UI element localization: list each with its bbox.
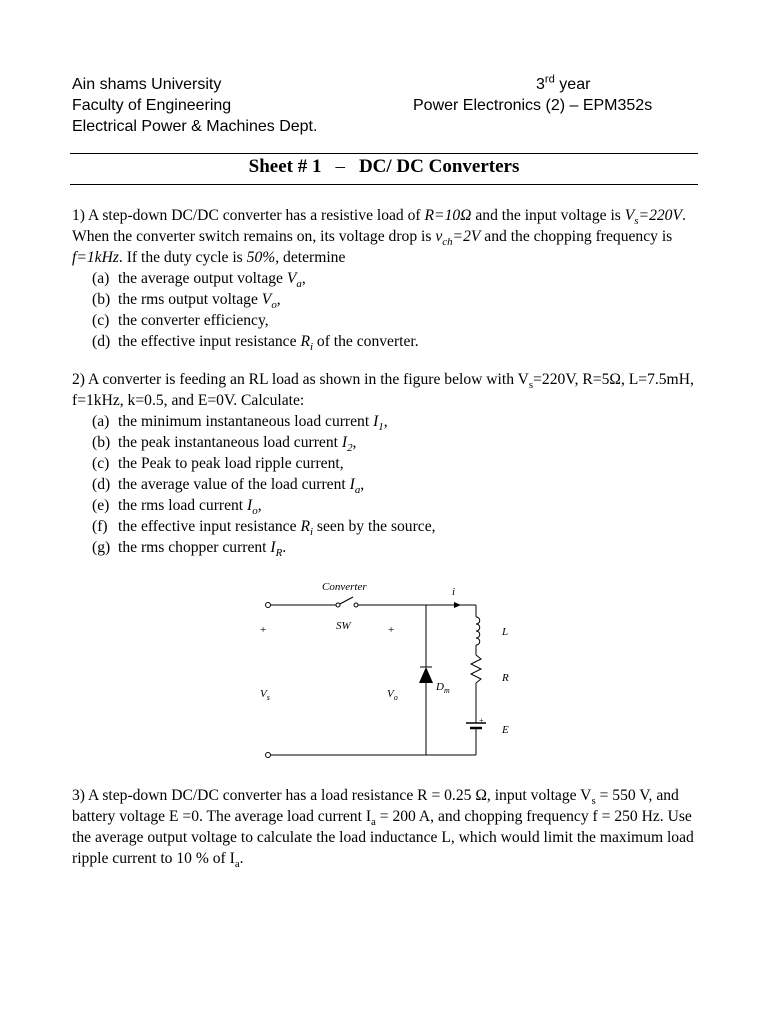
- switch-blade: [338, 597, 353, 605]
- list-item: (b) the peak instantaneous load current $I_2$,: [92, 434, 357, 455]
- resistor-label: R: [502, 672, 509, 684]
- current-label: i: [452, 586, 456, 598]
- problem-1-statement: 1) A step-down DC/DC converter has a resistive load of R=10Ω and the input voltage is $V_s=220V$. When the converter switch remains on, its voltage drop is $v_{ch}=2V$ and the chopping frequency is f=1kHz. If the duty cycle is 50%, determine: [72, 207, 686, 266]
- list-item: (b) the rms output voltage $V_o$,: [92, 291, 281, 312]
- list-item: (d) the effective input resistance $R_i$ of the converter.: [92, 333, 419, 354]
- divider-bottom: [70, 184, 698, 185]
- problem-1: [72, 205, 696, 352]
- problem-3: [72, 785, 696, 869]
- course-block: [413, 74, 652, 116]
- diode-triangle: [419, 667, 433, 683]
- problem-3-statement: 3) A step-down DC/DC converter has a load resistance R = 0.25 Ω, input voltage $V_s = 550$ V, and battery voltage E =0. The average load current $I_a = 200$ A, and chopping frequency f = 250 Hz. Use the average output voltage to calculate the load inductance L, which would limit the maximum load ripple current to 10 % of $I_a$.: [72, 787, 694, 871]
- sheet-topic: DC/ DC Converters: [358, 156, 520, 177]
- university-name: Ain shams University: [72, 76, 222, 93]
- problem-2-statement: 2) A converter is feeding an RL load as shown in the figure below with $V_s=220V$, R=5Ω, L=7.5mH, f=1kHz, k=0.5, and E=0V. Calculate:: [72, 371, 694, 409]
- chopper-circuit-diagram: [250, 575, 530, 775]
- current-arrow: [454, 602, 461, 608]
- list-item: (f) the effective input resistance $R_i$ seen by the source,: [92, 518, 436, 539]
- input-terminal-bottom: [266, 753, 271, 758]
- diode-label: $D_m$: [436, 681, 450, 695]
- year-label: 3rd year: [536, 73, 591, 93]
- list-item: (d) the average value of the load current $I_a$,: [92, 476, 365, 497]
- course-name: Power Electronics (2) – EPM352s: [413, 97, 653, 114]
- input-terminal-top: [266, 603, 271, 608]
- switch-contact-left: [336, 603, 340, 607]
- battery-plus: +: [479, 716, 484, 725]
- output-plus-sign: +: [388, 624, 395, 636]
- output-voltage-label: $V_o$: [387, 688, 398, 702]
- list-item: (c) the converter efficiency,: [92, 312, 269, 329]
- faculty-name: Faculty of Engineering: [72, 97, 232, 114]
- source-voltage-label: $V_s$: [260, 688, 270, 702]
- inductor-label: L: [502, 626, 509, 638]
- list-item: (a) the minimum instantaneous load current $I_1$,: [92, 413, 388, 434]
- resistor-zigzag: [471, 655, 481, 683]
- list-item: (e) the rms load current $I_o$,: [92, 497, 262, 518]
- sheet-number: Sheet # 1: [248, 156, 322, 177]
- list-item: (g) the rms chopper current $I_R$.: [92, 539, 287, 560]
- switch-label: SW: [336, 620, 351, 632]
- list-item: (a) the average output voltage $V_a$,: [92, 270, 306, 291]
- title-dash: –: [335, 156, 345, 177]
- divider-top: [70, 153, 698, 154]
- institution-block: [72, 74, 317, 137]
- sheet-title: [70, 156, 698, 178]
- problem-2: [72, 369, 696, 558]
- problem-1-parts: [72, 268, 696, 352]
- switch-contact-right: [354, 603, 358, 607]
- converter-label: Converter: [322, 581, 367, 593]
- inductor-coil: [476, 617, 480, 645]
- department-name: Electrical Power & Machines Dept.: [72, 118, 318, 135]
- list-item: (c) the Peak to peak load ripple current,: [92, 455, 344, 472]
- input-plus-sign: +: [260, 624, 267, 636]
- problem-2-parts: [72, 411, 696, 558]
- battery-label: E: [502, 724, 509, 736]
